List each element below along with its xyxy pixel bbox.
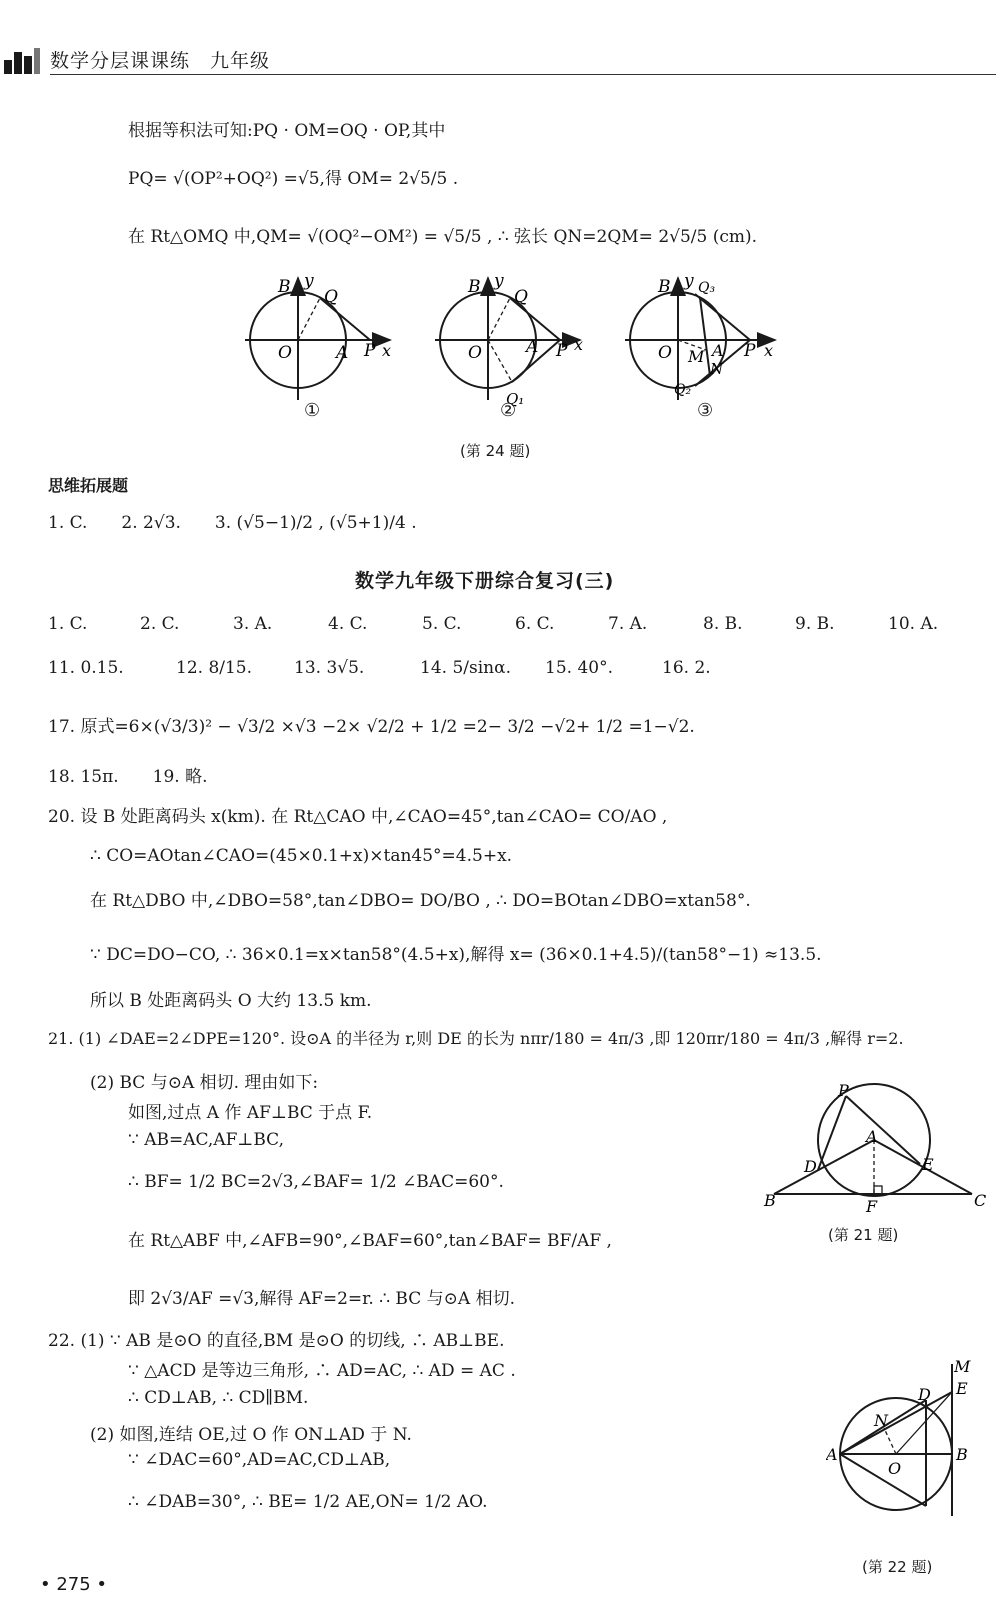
svg-text:x: x	[382, 341, 392, 360]
svg-text:O: O	[888, 1459, 902, 1478]
q21-line3: 如图,过点 A 作 AF⊥BC 于点 F.	[128, 1103, 373, 1123]
q24-line1: 根据等积法可知:PQ · OM=OQ · OP,其中	[128, 121, 446, 141]
answer-8: 8. B.	[703, 614, 743, 634]
q21-line1: 21. (1) ∠DAE=2∠DPE=120°. 设⊙A 的半径为 r,则 DE 的长为 nπr/180 = 4π/3 ,即 120πr/180 = 4π/3 ,解得 r=2.	[48, 1029, 904, 1048]
answer-18-19: 18. 15π. 19. 略.	[48, 767, 208, 787]
q21-line5: ∴ BF= 1/2 BC=2√3,∠BAF= 1/2 ∠BAC=60°.	[128, 1172, 504, 1192]
q20-line5: 所以 B 处距离码头 O 大约 13.5 km.	[90, 991, 372, 1011]
svg-text:E: E	[922, 1155, 934, 1174]
expand-answers: 1. C. 2. 2√3. 3. (√5−1)/2 , (√5+1)/4 .	[48, 513, 417, 533]
answer-1: 1. C.	[48, 614, 88, 634]
q24-caption: (第 24 题)	[460, 442, 531, 460]
svg-text:P: P	[744, 341, 756, 361]
svg-text:C: C	[974, 1191, 987, 1210]
q22-caption: (第 22 题)	[862, 1558, 933, 1576]
svg-text:O: O	[278, 343, 292, 363]
answer-13: 13. 3√5.	[294, 658, 365, 678]
figure-3-label: ③	[697, 400, 714, 421]
book-logo-icon	[4, 48, 44, 74]
q22-line4: (2) 如图,连结 OE,过 O 作 ON⊥AD 于 N.	[90, 1425, 412, 1445]
svg-text:x: x	[764, 341, 774, 360]
figure-1-label: ①	[304, 400, 321, 421]
answer-5: 5. C.	[422, 614, 462, 634]
answer-16: 16. 2.	[662, 658, 711, 678]
svg-text:A: A	[826, 1445, 838, 1464]
answer-4: 4. C.	[328, 614, 368, 634]
svg-text:Q₃: Q₃	[698, 280, 716, 296]
svg-text:A: A	[712, 341, 724, 360]
figure-3	[625, 278, 775, 400]
svg-text:F: F	[866, 1197, 878, 1215]
page-number: • 275 •	[40, 1574, 108, 1595]
svg-text:M: M	[954, 1357, 971, 1376]
answer-14: 14. 5/sinα.	[420, 658, 511, 678]
answer-9: 9. B.	[795, 614, 835, 634]
svg-text:A: A	[336, 343, 349, 363]
q20-line3: 在 Rt△DBO 中,∠DBO=58°,tan∠DBO= DO/BO , ∴ DO=BOtan∠DBO=xtan58°.	[90, 891, 751, 911]
svg-text:x: x	[574, 335, 584, 354]
svg-text:P: P	[838, 1081, 849, 1100]
svg-text:B: B	[468, 277, 481, 297]
q21-line6: 在 Rt△ABF 中,∠AFB=90°,∠BAF=60°,tan∠BAF= BF/AF ,	[128, 1231, 612, 1251]
svg-text:y: y	[684, 271, 694, 291]
q22-figure	[826, 1356, 994, 1536]
svg-text:O: O	[468, 343, 482, 363]
svg-text:M: M	[688, 347, 705, 366]
svg-text:A: A	[866, 1127, 878, 1146]
answer-6: 6. C.	[515, 614, 555, 634]
svg-text:y: y	[304, 271, 314, 291]
q21-line2: (2) BC 与⊙A 相切. 理由如下:	[90, 1073, 319, 1093]
answer-10: 10. A.	[888, 614, 939, 634]
svg-text:Q: Q	[324, 287, 338, 307]
svg-text:y: y	[494, 271, 504, 291]
q22-line3: ∴ CD⊥AB, ∴ CD∥BM.	[128, 1388, 309, 1408]
svg-text:N: N	[710, 360, 724, 378]
answer-11: 11. 0.15.	[48, 658, 124, 678]
svg-text:Q: Q	[514, 287, 528, 307]
svg-text:P: P	[556, 341, 568, 361]
svg-text:D: D	[918, 1385, 931, 1404]
answer-2: 2. C.	[140, 614, 180, 634]
figure-2	[435, 278, 580, 400]
q22-line6: ∴ ∠DAB=30°, ∴ BE= 1/2 AE,ON= 1/2 AO.	[128, 1492, 488, 1512]
svg-text:B: B	[956, 1445, 968, 1464]
q22-line5: ∵ ∠DAC=60°,AD=AC,CD⊥AB,	[128, 1450, 391, 1470]
q20-line4: ∵ DC=DO−CO, ∴ 36×0.1=x×tan58°(4.5+x),解得 x= (36×0.1+4.5)/(tan58°−1) ≈13.5.	[90, 945, 822, 965]
answer-17: 17. 原式=6×(√3/3)² − √3/2 ×√3 −2× √2/2 + 1/2 =2− 3/2 −√2+ 1/2 =1−√2.	[48, 717, 695, 737]
q21-line7: 即 2√3/AF =√3,解得 AF=2=r. ∴ BC 与⊙A 相切.	[128, 1289, 515, 1309]
q24-line3: 在 Rt△OMQ 中,QM= √(OQ²−OM²) = √5/5 , ∴ 弦长 QN=2QM= 2√5/5 (cm).	[128, 227, 758, 247]
svg-text:N: N	[874, 1411, 888, 1430]
header-title: 数学分层课课练 九年级	[50, 50, 271, 72]
q21-figure	[762, 1080, 992, 1215]
page-header	[0, 0, 996, 78]
expand-heading: 思维拓展题	[48, 476, 129, 495]
svg-text:B: B	[278, 277, 291, 297]
q20-line2: ∴ CO=AOtan∠CAO=(45×0.1+x)×tan45°=4.5+x.	[90, 846, 513, 866]
q24-figures	[240, 270, 800, 410]
svg-text:A: A	[526, 337, 539, 357]
review-title: 数学九年级下册综合复习(三)	[355, 570, 615, 592]
q22-line1: 22. (1) ∵ AB 是⊙O 的直径,BM 是⊙O 的切线, ∴ AB⊥BE.	[48, 1331, 505, 1351]
header-rule	[50, 74, 996, 75]
q22-line2: ∵ △ACD 是等边三角形, ∴ AD=AC, ∴ AD = AC .	[128, 1361, 516, 1381]
q24-line2: PQ= √(OP²+OQ²) =√5,得 OM= 2√5/5 .	[128, 169, 459, 189]
svg-text:E: E	[956, 1379, 968, 1398]
svg-text:P: P	[364, 341, 376, 361]
q21-caption: (第 21 题)	[828, 1226, 899, 1244]
svg-text:B: B	[764, 1191, 776, 1210]
svg-text:D: D	[804, 1157, 817, 1176]
svg-text:O: O	[658, 343, 672, 363]
svg-text:Q₂: Q₂	[674, 382, 692, 398]
svg-text:Q₁: Q₁	[506, 390, 525, 408]
answer-3: 3. A.	[233, 614, 273, 634]
q20-line1: 20. 设 B 处距离码头 x(km). 在 Rt△CAO 中,∠CAO=45°,tan∠CAO= CO/AO ,	[48, 807, 668, 827]
answer-7: 7. A.	[608, 614, 648, 634]
figure-2-label: ②	[500, 400, 517, 421]
answer-12: 12. 8/15.	[176, 658, 253, 678]
q21-line4: ∵ AB=AC,AF⊥BC,	[128, 1130, 284, 1150]
answer-15: 15. 40°.	[545, 658, 613, 678]
svg-text:B: B	[658, 277, 671, 297]
figure-1	[245, 278, 390, 400]
